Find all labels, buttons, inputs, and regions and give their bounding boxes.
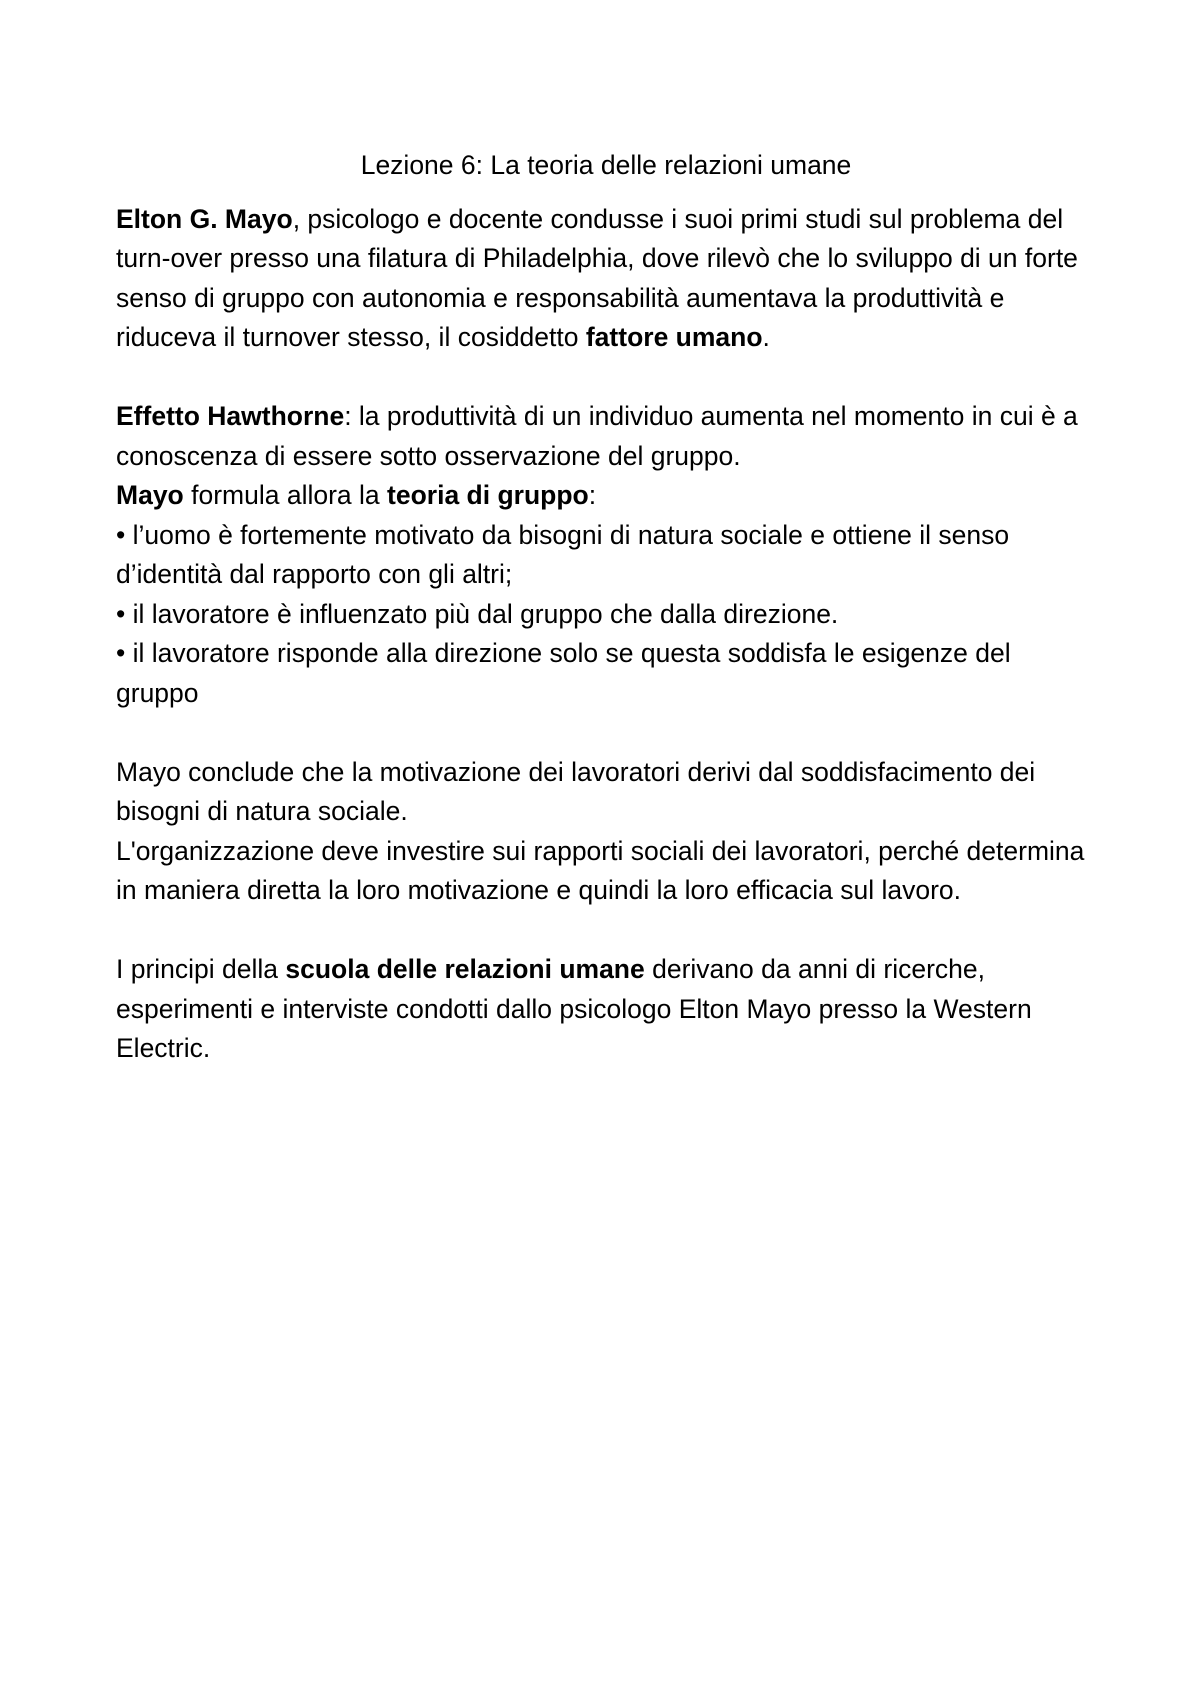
bold-effetto-hawthorne: Effetto Hawthorne — [116, 401, 345, 431]
text-period: . — [762, 322, 770, 352]
paragraph-principi — [116, 950, 1096, 1069]
text-intro: , psicologo e docente condusse i suoi primi studi sul problema del turn-over presso una filatura di Philadelphia, dove rilevò che lo sviluppo di un forte senso di gruppo con autonomia e responsabilità aumentava la produttività e riduceva il turnover stesso, il cosiddetto — [116, 203, 1078, 352]
text-principi: I principi della — [116, 954, 286, 984]
paragraph-conclusion: Mayo conclude che la motivazione dei lavoratori derivi dal soddisfacimento dei bisogni di natura sociale. — [116, 756, 1036, 826]
bold-mayo: Mayo — [116, 480, 184, 510]
spacer — [116, 358, 1096, 398]
bold-scuola-relazioni-umane: scuola delle relazioni umane — [285, 954, 645, 984]
paragraph-mayo-intro — [116, 200, 1096, 358]
document-title: Lezione 6: La teoria delle relazioni umane — [360, 150, 852, 180]
bold-teoria-di-gruppo: teoria di gruppo — [387, 480, 589, 510]
text-formula: formula allora la — [183, 480, 388, 510]
text-hawthorne: : la produttività di un individuo aumenta nel momento in cui è a conoscenza di essere sotto osservazione del gruppo. — [116, 401, 1078, 471]
document-page — [116, 146, 1096, 1069]
bold-elton-mayo: Elton G. Mayo — [116, 203, 293, 234]
paragraph-teoria-gruppo — [116, 476, 1096, 516]
spacer — [116, 911, 1096, 951]
list-item: • l’uomo è fortemente motivato da bisogni di natura sociale e ottiene il senso d’identità dal rapporto con gli altri; — [116, 519, 1010, 589]
list-item: • il lavoratore è influenzato più dal gruppo che dalla direzione. — [116, 598, 839, 629]
text-derivano: derivano da anni di ricerche, esperimenti e interviste condotti dallo psicologo Elton Mayo presso la Western Electric. — [116, 954, 1032, 1063]
bold-fattore-umano: fattore umano — [585, 322, 763, 352]
spacer — [116, 713, 1096, 753]
paragraph-hawthorne — [116, 397, 1096, 476]
text-colon: : — [588, 480, 597, 510]
list-item: • il lavoratore risponde alla direzione solo se questa soddisfa le esigenze del gruppo — [116, 638, 1011, 708]
paragraph-organizzazione: L'organizzazione deve investire sui rapporti sociali dei lavoratori, perché determina in maniera diretta la loro motivazione e quindi la loro efficacia sul lavoro. — [116, 835, 1085, 905]
